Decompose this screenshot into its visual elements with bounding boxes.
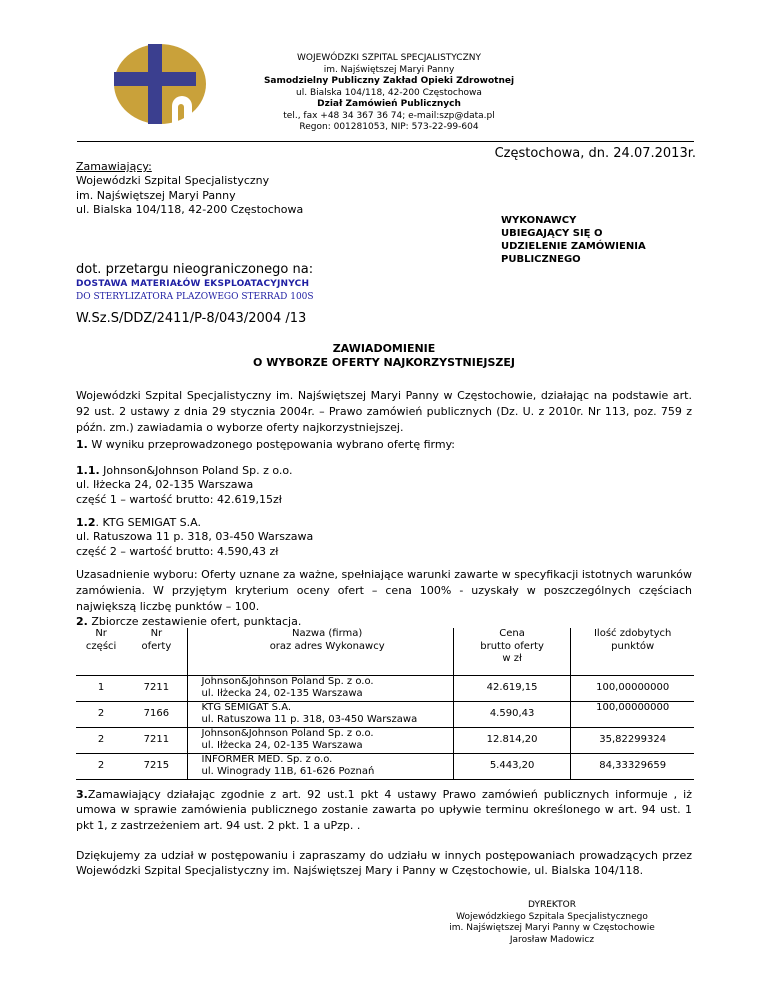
director-line-1: DYREKTOR: [528, 900, 576, 910]
row-part: 2: [76, 701, 126, 727]
tender-label: dot. przetargu nieograniczonego na:: [76, 262, 314, 277]
header-price: Cena brutto oferty w zł: [453, 628, 571, 666]
row-offer: 7215: [126, 753, 187, 779]
director-line-3: im. Najświętszej Maryi Panny w Częstochowie: [449, 923, 655, 934]
section-1-1: [76, 464, 292, 507]
section-2-text: Zbiorcze zestawienie ofert, punktacja.: [87, 615, 302, 628]
contracting-authority: [76, 160, 303, 217]
section-3-number: 3.: [76, 788, 88, 801]
header-divider: [77, 141, 694, 142]
city-date: Częstochowa, dn. 24.07.2013r.: [494, 146, 696, 161]
section-1-text: W wyniku przeprowadzonego postępowania wybrano ofertę firmy:: [87, 438, 456, 451]
recipients-line-4: PUBLICZNEGO: [501, 254, 581, 265]
contracting-authority-label: Zamawiający:: [76, 160, 152, 173]
row-price: 5.443,20: [453, 753, 571, 779]
document-title-line-1: ZAWIADOMIENIE: [332, 342, 436, 355]
contracting-authority-line-3: ul. Bialska 104/118, 42-200 Częstochowa: [76, 202, 304, 216]
table-row: [76, 727, 694, 753]
header-points: Ilość zdobytych punktów: [593, 628, 672, 652]
contracting-authority-line-2: im. Najświętszej Maryi Panny: [76, 188, 236, 202]
section-1-2-value: część 2 – wartość brutto: 4.590,43 zł: [76, 544, 279, 558]
row-offer: 7211: [126, 675, 187, 701]
section-1: [76, 438, 455, 452]
table-row: [76, 675, 694, 701]
hospital-logo: [112, 42, 208, 126]
institution-header: [230, 53, 548, 134]
section-1-1-value: część 1 – wartość brutto: 42.619,15zł: [76, 492, 282, 506]
row-points: 35,82299324: [571, 727, 694, 753]
intro-paragraph: Wojewódzki Szpital Specjalistyczny im. Najświętszej Maryi Panny w Częstochowie, działając na podstawie art. 92 ust. 2 ustawy z dnia 29 stycznia 2004r. – Prawo zamówień publicznych (Dz. U. z 2010r. Nr 113, poz. 759 z późn. zm.) zawiadamia o wyborze oferty najkorzystniejszej.: [76, 389, 692, 434]
row-contractor: KTG SEMIGAT S.A. ul. Ratuszowa 11 p. 318, 03-450 Warszawa: [187, 701, 453, 727]
row-contractor: INFORMER MED. Sp. z o.o. ul. Winogrady 11B, 61-626 Poznań: [187, 753, 453, 779]
section-1-1-number: 1.1.: [76, 464, 100, 477]
recipients-line-3: UDZIELENIE ZAMÓWIENIA: [501, 241, 646, 252]
header-offer-number: Nr oferty: [126, 628, 187, 666]
header-part-number: Nr części: [85, 628, 117, 652]
document-title: [76, 342, 692, 371]
section-2-number: 2.: [76, 615, 88, 628]
header-contractor: Nazwa (firma) oraz adres Wykonawcy: [269, 628, 385, 652]
header-line-3: Samodzielny Publiczny Zakład Opieki Zdrowotnej: [263, 76, 515, 87]
row-part: 2: [76, 753, 126, 779]
section-1-2-name: . KTG SEMIGAT S.A.: [95, 516, 201, 529]
thanks-paragraph: Dziękujemy za udział w postępowaniu i zapraszamy do udziału w innych postępowaniach prowadzących przez Wojewódzki Szpital Specjalistyczny im. Najświętszej Mary i Panny w Częstochowie, ul. Bialska 104/118.: [76, 849, 692, 878]
section-3-text: Zamawiający działając zgodnie z art. 92 ust.1 pkt 4 ustawy Prawo zamówień publicznych informuje , iż umowa w sprawie zamówienia publicznego zostanie zawarta po upływie terminu określonego w art. 94 ust. 1 pkt 1, z zastrzeżeniem art. 94 ust. 2 pkt. 1 a uPzp. .: [76, 788, 692, 832]
recipients-line-1: WYKONAWCY: [501, 215, 577, 226]
row-contractor: Johnson&Johnson Poland Sp. z o.o. ul. Iłżecka 24, 02-135 Warszawa: [187, 675, 453, 701]
director-signature: [411, 900, 693, 947]
section-1-2-address: ul. Ratuszowa 11 p. 318, 03-450 Warszawa: [76, 530, 314, 544]
section-1-1-name: Johnson&Johnson Poland Sp. z o.o.: [99, 464, 293, 477]
header-line-1: WOJEWÓDZKI SZPITAL SPECJALISTYCZNY: [297, 53, 481, 63]
section-3: [76, 787, 692, 833]
contracting-authority-line-1: Wojewódzki Szpital Specjalistyczny: [76, 174, 270, 188]
header-line-2: im. Najświętszej Maryi Panny: [323, 64, 455, 75]
tender-subject-line-1: DOSTAWA MATERIAŁÓW EKSPLOATACYJNYCH: [76, 279, 310, 289]
row-price: 12.814,20: [453, 727, 571, 753]
row-contractor: Johnson&Johnson Poland Sp. z o.o. ul. Iłżecka 24, 02-135 Warszawa: [187, 727, 453, 753]
row-points: 84,33329659: [571, 753, 694, 779]
row-offer: 7166: [126, 701, 187, 727]
section-1-1-address: ul. Iłżecka 24, 02-135 Warszawa: [76, 478, 254, 492]
row-price: 42.619,15: [453, 675, 571, 701]
offers-table: [76, 628, 694, 780]
row-part: 1: [76, 675, 126, 701]
table-row: [76, 701, 694, 727]
section-1-2-number: 1.2: [76, 516, 96, 529]
row-part: 2: [76, 727, 126, 753]
table-row: [76, 753, 694, 779]
logo-cross-horizontal: [114, 72, 196, 86]
director-line-2: Wojewódzkiego Szpitala Specjalistycznego: [456, 911, 648, 922]
row-points: 100,00000000: [571, 675, 694, 701]
case-reference: W.Sz.S/DDZ/2411/P-8/043/2004 /13: [76, 311, 307, 326]
header-line-7: Regon: 001281053, NIP: 573-22-99-604: [299, 122, 479, 133]
document-title-line-2: O WYBORZE OFERTY NAJKORZYSTNIEJSZEJ: [253, 356, 515, 370]
header-line-5: Dział Zamówień Publicznych: [317, 99, 461, 110]
header-line-6: tel., fax +48 34 367 36 74; e-mail:szp@data.pl: [283, 110, 495, 121]
recipients-line-2: UBIEGAJĄCY SIĘ O: [501, 228, 603, 239]
director-line-4: Jarosław Madowicz: [509, 935, 595, 946]
row-price: 4.590,43: [453, 701, 571, 727]
header-line-4: ul. Bialska 104/118, 42-200 Częstochowa: [296, 87, 482, 98]
section-1-2: [76, 516, 313, 559]
recipients-block: [501, 214, 681, 266]
row-points: 100,00000000: [571, 701, 694, 727]
row-offer: 7211: [126, 727, 187, 753]
justification-paragraph: Uzasadnienie wyboru: Oferty uznane za ważne, spełniające warunki zawarte w specyfikacji istotnych warunków zamówienia. W przyjętym kryterium oceny ofert – cena 100% - uzyskały w poszczególnych częściach największą liczbę punktów – 100.: [76, 568, 692, 613]
table-gap: [76, 666, 694, 676]
offers-table-header: [76, 628, 694, 666]
section-1-number: 1.: [76, 438, 88, 451]
tender-subject-line-2: DO STERYLIZATORA PLAZOWEGO STERRAD 100S: [76, 292, 314, 302]
